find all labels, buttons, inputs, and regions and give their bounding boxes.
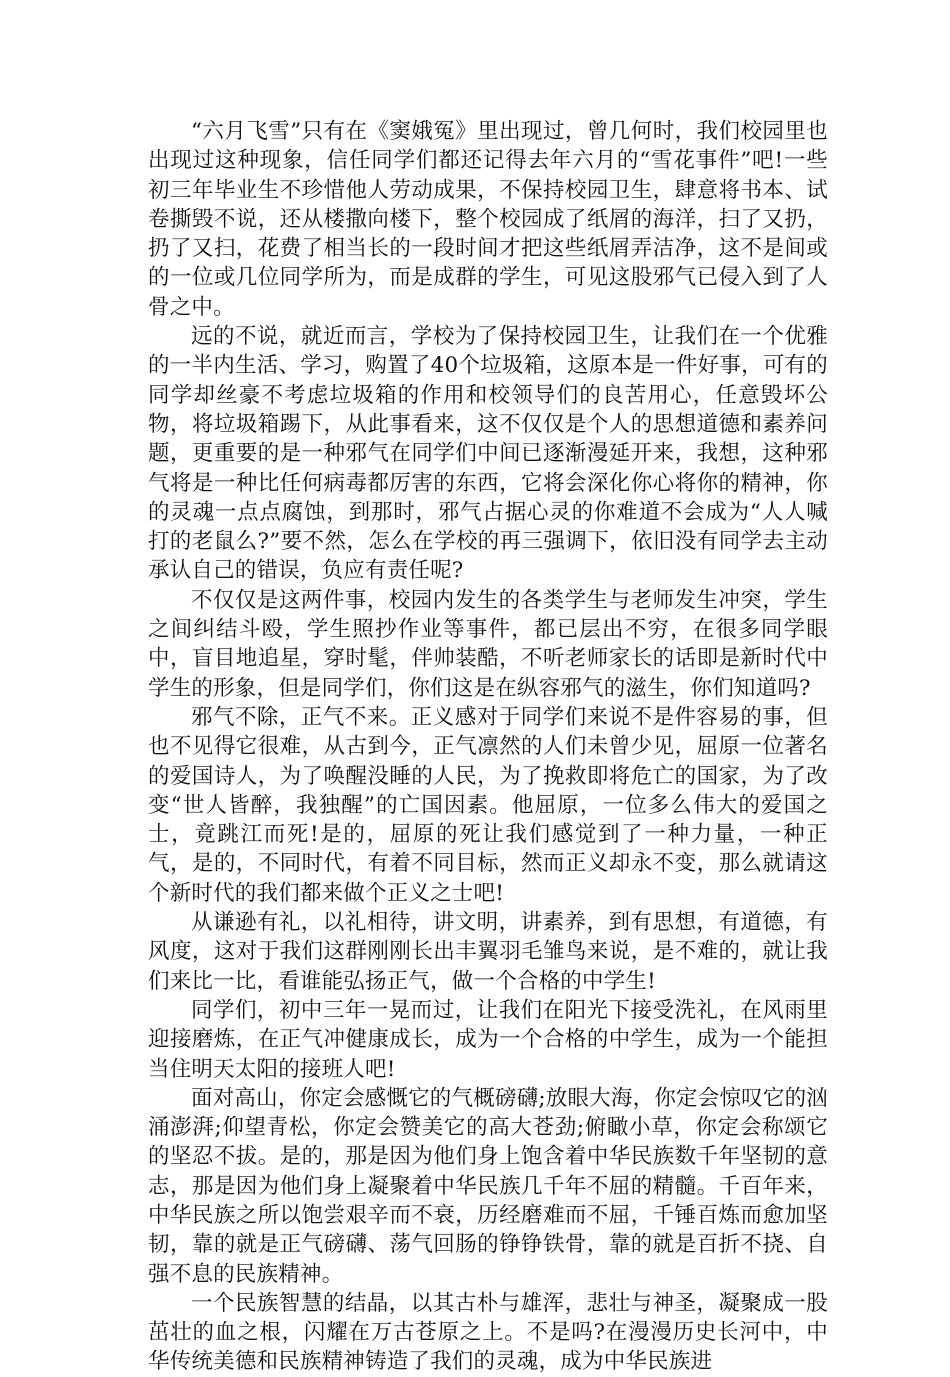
paragraph-3: 不仅仅是这两件事，校园内发生的各类学生与老师发生冲突，学生之间纠结斗殴，学生照抄作业等事件，都已层出不穷，在很多同学眼中，盲目地追星，穿时髦，伴帅装酷，不听老师家长的话即是新时代中学生的形象，但是同学们，你们这是在纵容邪气的滋生，你们知道吗? bbox=[148, 587, 828, 701]
paragraph-1: “六月飞雪”只有在《窦娥冤》里出现过，曾几何时，我们校园里也出现过这种现象，信任同学们都还记得去年六月的“雪花事件”吧!一些初三年毕业生不珍惜他人劳动成果，不保持校园卫生，肆意将书本、试卷撕毁不说，还从楼撒向楼下，整个校园成了纸屑的海洋，扫了又扔，扔了又扫，花费了相当长的一段时间才把这些纸屑弄洁净，这不是间或的一位或几位同学所为，而是成群的学生，可见这股邪气已侵入到了人骨之中。 bbox=[148, 119, 828, 320]
paragraph-2: 远的不说，就近而言，学校为了保持校园卫生，让我们在一个优雅的一半内生活、学习，购置了40个垃圾箱，这原本是一件好事，可有的同学却丝豪不考虑垃圾箱的作用和校领导们的良苦用心，任意毁坏公物，将垃圾箱踢下，从此事看来，这不仅仅是个人的思想道德和素养问题，更重要的是一种邪气在同学们中间已逐渐漫延开来，我想，这种邪气将是一种比任何病毒都厉害的东西，它将会深化你心将你的精神，你的灵魂一点点腐蚀，到那时，邪气占据心灵的你难道不会成为“人人喊打的老鼠么?”要不然，怎么在学校的再三强调下，依旧没有同学去主动承认自己的错误，负应有责任呢? bbox=[148, 324, 828, 584]
paragraph-5: 从谦逊有礼，以礼相待，讲文明，讲素养，到有思想，有道德，有风度，这对于我们这群刚刚长出丰翼羽毛雏鸟来说，是不难的，就让我们来比一比，看谁能弘扬正气，做一个合格的中学生! bbox=[148, 910, 828, 994]
paragraph-6: 同学们，初中三年一晃而过，让我们在阳光下接受洗礼，在风雨里迎接磨炼，在正气冲健康成长，成为一个合格的中学生，成为一个能担当住明天太阳的接班人吧! bbox=[148, 997, 828, 1082]
paragraph-8: 一个民族智慧的结晶，以其古朴与雄浑，悲壮与神圣，凝聚成一股茁壮的血之根，闪耀在万古苍原之上。不是吗?在漫漫历史长河中，中华传统美德和民族精神铸造了我们的灵魂，成为中华民族进 bbox=[148, 1290, 828, 1375]
document-page bbox=[148, 117, 828, 1377]
paragraph-7: 面对高山，你定会感慨它的气概磅礴;放眼大海，你定会惊叹它的汹涌澎湃;仰望青松，你定会赞美它的高大苍劲;俯瞰小草，你定会称颂它的坚忍不拔。是的，那是因为他们身上饱含着中华民族数千年坚韧的意志，那是因为他们身上凝聚着中华民族几千年不屈的精髓。千百年来，中华民族之所以饱尝艰辛而不衰，历经磨难而不屈，千锤百炼而愈加坚韧，靠的就是正气磅礴、荡气回肠的铮铮铁骨，靠的就是百折不挠、自强不息的民族精神。 bbox=[148, 1085, 828, 1287]
paragraph-4: 邪气不除，正气不来。正义感对于同学们来说不是件容易的事，但也不见得它很难，从古到今，正气凛然的人们未曾少见，屈原一位著名的爱国诗人，为了唤醒没睡的人民，为了挽救即将危亡的国家，为了改变“世人皆醉，我独醒”的亡国因素。他屈原，一位多么伟大的爱国之士，竟跳江而死!是的，屈原的死让我们感觉到了一种力量，一种正气，是的，不同时代，有着不同目标，然而正义却永不变，那么就请这个新时代的我们都来做个正义之士吧! bbox=[148, 704, 828, 906]
